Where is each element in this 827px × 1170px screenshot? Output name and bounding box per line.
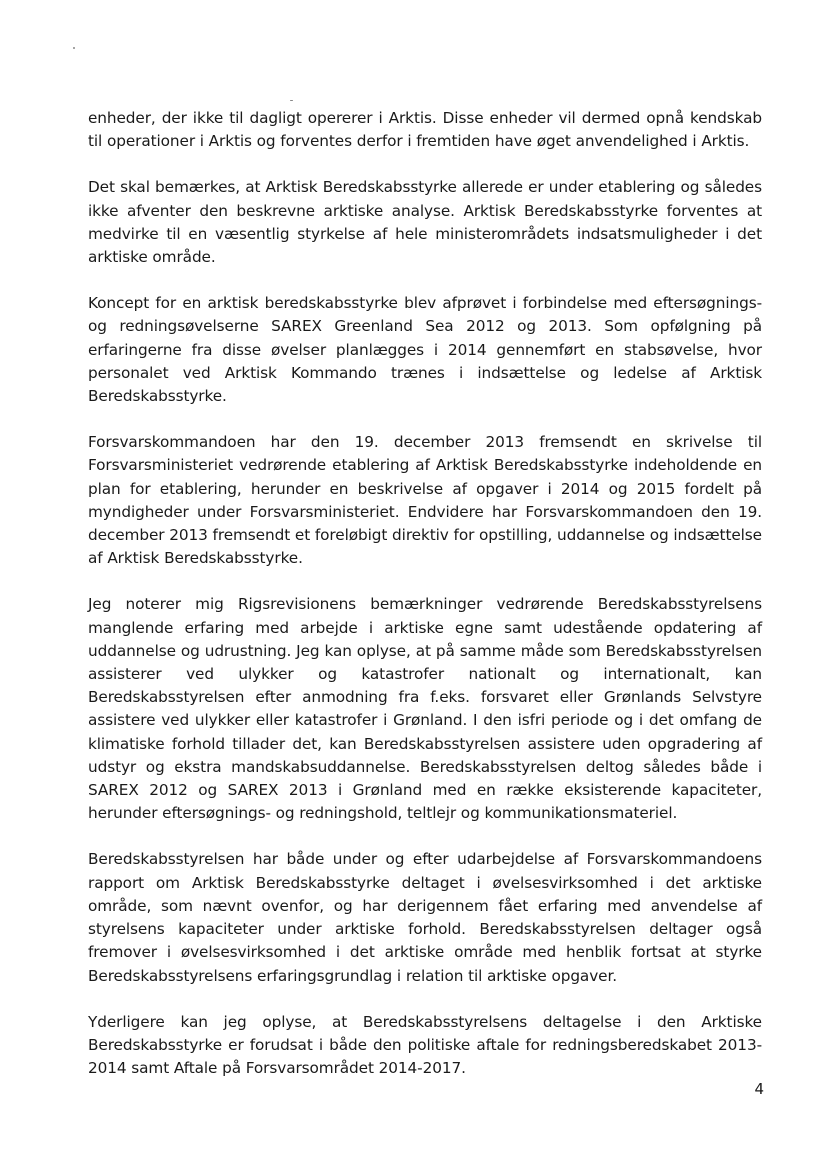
paragraph-3: Koncept for en arktisk beredskabsstyrke blev afprøvet i forbindelse med eftersøgnings- og redningsøvelserne SAREX Greenland Sea 2012 og 2013. Som opfølgning på erfaringerne fra disse øvelser planlægges i 2014 gennemført en stabsøvelse, hvor personalet ved Arktisk Kommando trænes i indsættelse og ledelse af Arktisk Beredskabsstyrke. bbox=[88, 294, 762, 406]
paragraph-7: Yderligere kan jeg oplyse, at Beredskabsstyrelsens deltagelse i den Arktiske Beredskabsstyrke er forudsat i både den politiske aftale for redningsberedskabet 2013-2014 samt Aftale på Forsvarsområdet 2014-2017. bbox=[88, 1012, 762, 1078]
scan-speck bbox=[73, 47, 75, 49]
paragraph-4: Forsvarskommandoen har den 19. december 2013 fremsendt en skrivelse til Forsvarsministeriet vedrørende etablering af Arktisk Beredskabsstyrke indeholdende en plan for etablering, herunder en beskrivelse af opgaver i 2014 og 2015 fordelt på myndigheder under Forsvarsministeriet. Endvidere har Forsvarskommandoen den 19. december 2013 fremsendt et foreløbigt direktiv for opstilling, uddannelse og indsættelse af Arktisk Beredskabsstyrke. bbox=[88, 433, 762, 568]
page-number: 4 bbox=[754, 1080, 764, 1098]
paragraph-5: Jeg noterer mig Rigsrevisionens bemærkninger vedrørende Beredskabsstyrelsens manglende erfaring med arbejde i arktiske egne samt udestående opdatering af uddannelse og udrustning. Jeg kan oplyse, at på samme måde som Beredskabsstyrelsen assisterer ved ulykker og katastrofer nationalt og internationalt, kan Beredskabsstyrelsen efter anmodning fra f.eks. forsvaret eller Grønlands Selvstyre assistere ved ulykker eller katastrofer i Grønland. I den isfri periode og i det omfang de klimatiske forhold tillader det, kan Beredskabsstyrelsen assistere uden opgradering af udstyr og ekstra mandskabsuddannelse. Beredskabsstyrelsen deltog således både i SAREX 2012 og SAREX 2013 i Grønland med en række eksisterende kapaciteter, herunder eftersøgnings- og redningshold, teltlejr og kommunikationsmateriel. bbox=[88, 595, 762, 823]
paragraph-1: enheder, der ikke til dagligt opererer i Arktis. Disse enheder vil dermed opnå kendskab til operationer i Arktis og forventes derfor i fremtiden have øget anvendelighed i Arktis. bbox=[88, 109, 762, 151]
paragraph-6: Beredskabsstyrelsen har både under og efter udarbejdelse af Forsvarskommandoens rapport om Arktisk Beredskabsstyrke deltaget i øvelsesvirksomhed i det arktiske område, som nævnt ovenfor, og har derigennem fået erfaring med anvendelse af styrelsens kapaciteter under arktiske forhold. Beredskabsstyrelsen deltager også fremover i øvelsesvirksomhed i det arktiske område med henblik fortsat at styrke Beredskabsstyrelsens erfaringsgrundlag i relation til arktiske opgaver. bbox=[88, 850, 762, 985]
paragraph-2: Det skal bemærkes, at Arktisk Beredskabsstyrke allerede er under etablering og således ikke afventer den beskrevne arktiske analyse. Arktisk Beredskabsstyrke forventes at medvirke til en væsentlig styrkelse af hele ministerområdets indsatsmuligheder i det arktiske område. bbox=[88, 178, 762, 267]
scan-speck bbox=[290, 100, 293, 101]
document-body bbox=[88, 107, 762, 1103]
